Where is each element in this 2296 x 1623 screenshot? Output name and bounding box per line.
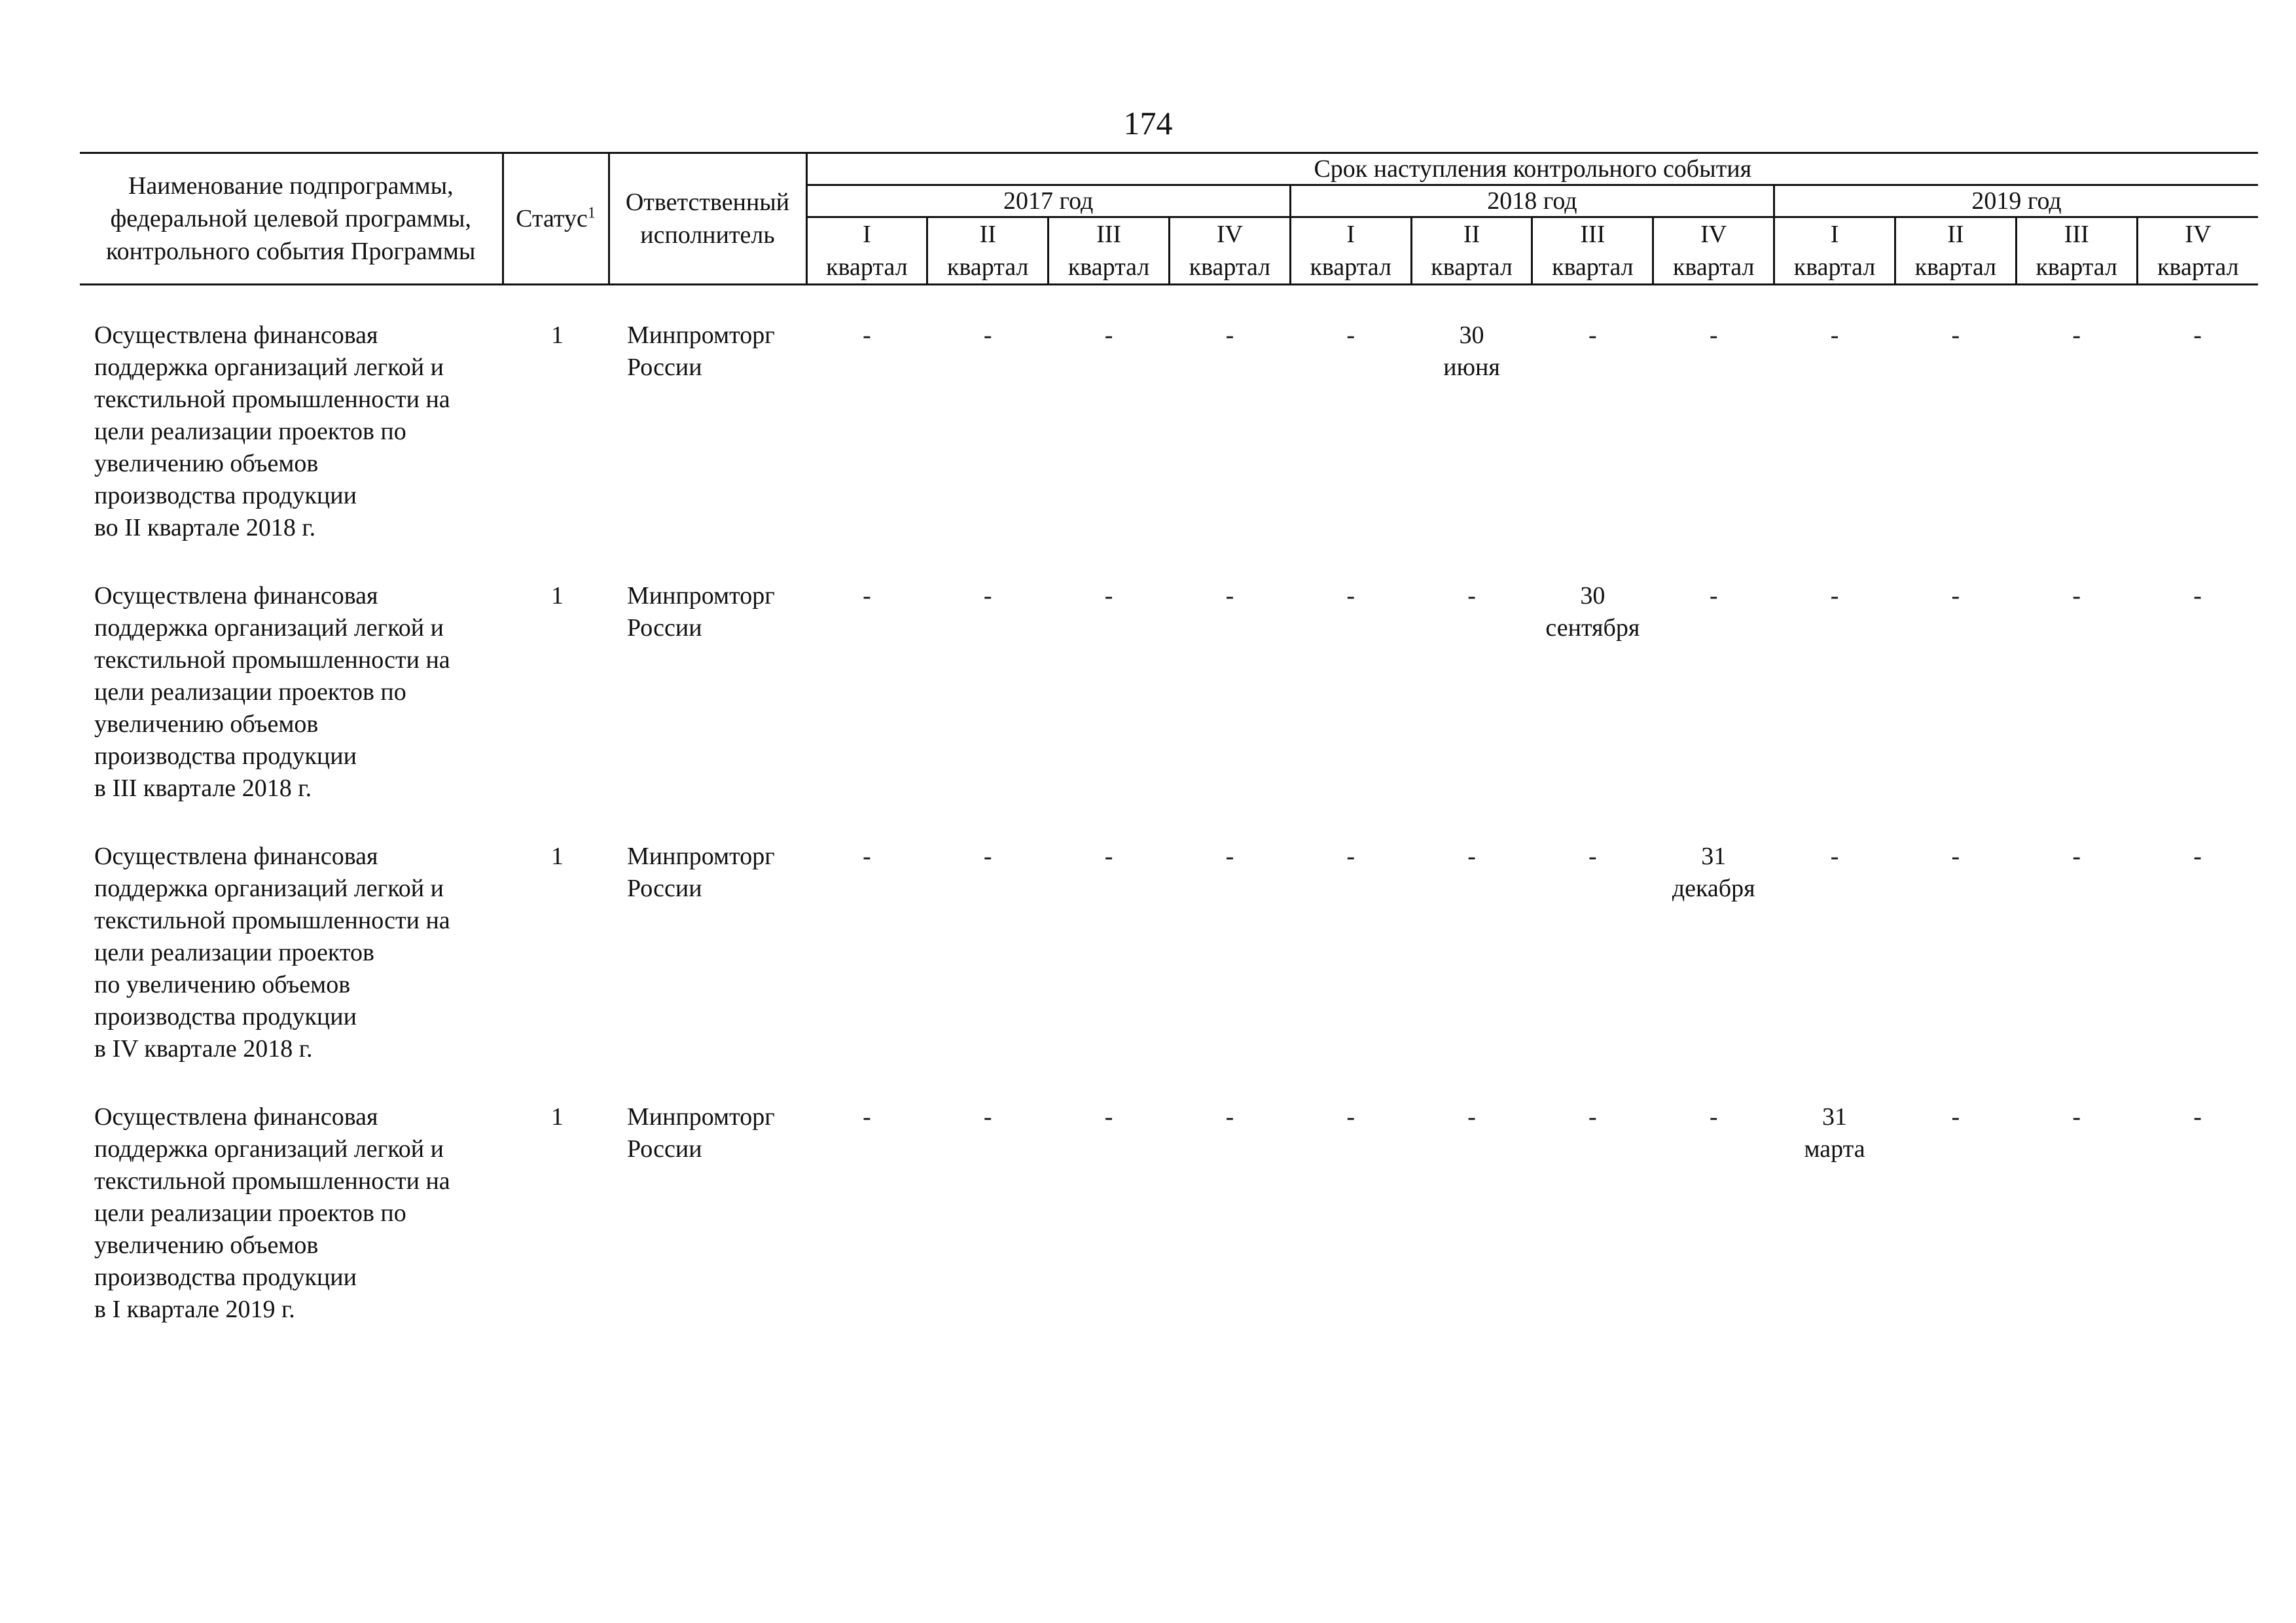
quarter-cell-line: - xyxy=(1346,1103,1355,1131)
event-name-line: цели реализации проектов по xyxy=(94,678,406,706)
quarter-cell-line: - xyxy=(1346,582,1355,610)
header-quarter-number: I xyxy=(1346,221,1355,248)
event-executor-line: Минпромторг xyxy=(627,321,775,349)
quarter-cell xyxy=(806,841,927,1101)
header-quarter-number: I xyxy=(1830,221,1839,248)
quarter-cell-line: 30 xyxy=(1459,321,1484,349)
event-name-line: Осуществлена финансовая xyxy=(94,582,378,610)
header-quarter-word: квартал xyxy=(1552,253,1634,281)
quarter-cell-line: 31 xyxy=(1822,1103,1848,1131)
event-name-line: производства продукции xyxy=(94,1264,357,1291)
quarter-cell xyxy=(1411,319,1532,580)
quarter-cell-line: сентября xyxy=(1545,614,1640,642)
event-name-line: поддержка организаций легкой и xyxy=(94,1135,444,1163)
event-name-line: поддержка организаций легкой и xyxy=(94,875,444,902)
header-executor-line: Ответственный xyxy=(625,189,790,216)
event-name-line: текстильной промышленности на xyxy=(94,1167,450,1195)
quarter-cell xyxy=(1169,1101,1290,1362)
header-quarter xyxy=(1895,217,2016,285)
header-status xyxy=(503,153,609,285)
quarter-cell-line: - xyxy=(2193,321,2202,349)
header-quarter-word: квартал xyxy=(2036,253,2117,281)
quarter-cell xyxy=(806,580,927,841)
quarter-cell-line: - xyxy=(2193,1103,2202,1131)
quarter-cell xyxy=(1653,841,1774,1101)
control-events-table xyxy=(80,152,2258,1362)
quarter-cell xyxy=(1774,580,1895,841)
event-name-line: во II квартале 2018 г. xyxy=(94,514,316,541)
event-executor xyxy=(609,841,806,1101)
quarter-cell xyxy=(927,319,1049,580)
table-header xyxy=(80,153,2258,285)
quarter-cell-line: - xyxy=(1467,1103,1476,1131)
quarter-cell xyxy=(2137,580,2258,841)
header-quarter-word: квартал xyxy=(1672,253,1755,281)
quarter-cell xyxy=(1049,319,1170,580)
quarter-cell-line: - xyxy=(1104,321,1113,349)
quarter-cell xyxy=(1169,580,1290,841)
header-quarter xyxy=(1774,217,1895,285)
event-name-line: в I квартале 2019 г. xyxy=(94,1296,295,1323)
quarter-cell-line: - xyxy=(1951,1103,1960,1131)
quarter-cell-line: - xyxy=(1346,843,1355,870)
quarter-cell-line: - xyxy=(1225,1103,1234,1131)
quarter-cell-line: - xyxy=(983,582,992,610)
event-name-line: поддержка организаций легкой и xyxy=(94,614,444,642)
event-name xyxy=(80,319,503,580)
event-status: 1 xyxy=(551,843,564,870)
header-quarter-number: II xyxy=(1463,221,1480,248)
event-name-line: текстильной промышленности на xyxy=(94,646,450,674)
table-body xyxy=(80,285,2258,1362)
quarter-cell xyxy=(1169,319,1290,580)
event-name xyxy=(80,1101,503,1362)
event-name-line: увеличению объемов xyxy=(94,450,319,477)
event-executor xyxy=(609,319,806,580)
quarter-cell xyxy=(1532,580,1653,841)
header-quarter-number: III xyxy=(2064,221,2089,248)
quarter-cell xyxy=(2137,319,2258,580)
event-executor-line: Минпромторг xyxy=(627,1103,775,1131)
quarter-cell xyxy=(1290,580,1411,841)
quarter-cell xyxy=(1774,319,1895,580)
quarter-cell-line: - xyxy=(1588,321,1597,349)
event-status: 1 xyxy=(551,321,564,349)
quarter-cell-line: - xyxy=(1709,1103,1718,1131)
event-executor-line: России xyxy=(627,1135,702,1163)
event-name-line: текстильной промышленности на xyxy=(94,386,450,413)
quarter-cell-line: - xyxy=(863,843,871,870)
quarter-cell xyxy=(1049,1101,1170,1362)
quarter-cell-line: - xyxy=(1467,582,1476,610)
quarter-cell xyxy=(1895,580,2016,841)
quarter-cell xyxy=(927,841,1049,1101)
header-quarter xyxy=(1049,217,1170,285)
quarter-cell-line: - xyxy=(1951,843,1960,870)
header-quarter-word: квартал xyxy=(1189,253,1271,281)
header-quarter-word: квартал xyxy=(826,253,908,281)
quarter-cell-line: - xyxy=(983,843,992,870)
quarter-cell xyxy=(1290,1101,1411,1362)
event-executor-line: России xyxy=(627,875,702,902)
quarter-cell-line: - xyxy=(1225,321,1234,349)
header-quarter-word: квартал xyxy=(1431,253,1513,281)
header-quarter-word: квартал xyxy=(1793,253,1876,281)
quarter-cell xyxy=(1290,319,1411,580)
event-name-line: в III квартале 2018 г. xyxy=(94,775,312,802)
quarter-cell xyxy=(1653,1101,1774,1362)
quarter-cell xyxy=(2137,1101,2258,1362)
quarter-cell xyxy=(1290,841,1411,1101)
event-executor-line: России xyxy=(627,354,702,381)
header-quarter xyxy=(1411,217,1532,285)
table-row xyxy=(80,580,2258,841)
quarter-cell-line: 31 xyxy=(1701,843,1727,870)
header-quarter xyxy=(1653,217,1774,285)
quarter-cell-line: - xyxy=(2193,582,2202,610)
event-name-line: цели реализации проектов по xyxy=(94,1199,406,1227)
header-year: 2017 год xyxy=(806,185,1290,217)
quarter-cell-line: - xyxy=(1104,582,1113,610)
event-status: 1 xyxy=(551,1103,564,1131)
header-quarter xyxy=(1169,217,1290,285)
header-quarter-word: квартал xyxy=(1067,253,1150,281)
quarter-cell xyxy=(1169,841,1290,1101)
quarter-cell xyxy=(1532,319,1653,580)
header-quarter xyxy=(2137,217,2258,285)
header-period: Срок наступления контрольного события xyxy=(806,153,2258,185)
header-quarter xyxy=(1532,217,1653,285)
header-quarter xyxy=(927,217,1049,285)
quarter-cell-line: - xyxy=(983,1103,992,1131)
header-quarter-number: II xyxy=(979,221,996,248)
quarter-cell-line: - xyxy=(1104,1103,1113,1131)
event-name-line: Осуществлена финансовая xyxy=(94,843,378,870)
table-row xyxy=(80,319,2258,580)
event-name-line: производства продукции xyxy=(94,482,357,509)
quarter-cell-line: - xyxy=(1951,582,1960,610)
header-name xyxy=(80,153,503,285)
quarter-cell-line: - xyxy=(1225,582,1234,610)
header-name-line: контрольного события Программы xyxy=(106,238,476,265)
quarter-cell-line: - xyxy=(1104,843,1113,870)
quarter-cell xyxy=(2016,841,2137,1101)
header-quarter-number: I xyxy=(863,221,871,248)
quarter-cell xyxy=(927,580,1049,841)
quarter-cell xyxy=(2137,841,2258,1101)
quarter-cell xyxy=(1532,841,1653,1101)
quarter-cell-line: - xyxy=(863,1103,871,1131)
quarter-cell xyxy=(806,1101,927,1362)
quarter-cell-line: декабря xyxy=(1672,875,1755,902)
status-footnote-mark: 1 xyxy=(587,204,596,222)
header-quarter xyxy=(806,217,927,285)
quarter-cell-line: - xyxy=(1346,321,1355,349)
header-quarter-word: квартал xyxy=(946,253,1029,281)
quarter-cell xyxy=(1774,1101,1895,1362)
event-name-line: производства продукции xyxy=(94,1003,357,1030)
event-name-line: поддержка организаций легкой и xyxy=(94,354,444,381)
event-name-line: Осуществлена финансовая xyxy=(94,1103,378,1131)
quarter-cell-line: - xyxy=(2072,582,2081,610)
quarter-cell xyxy=(2016,319,2137,580)
quarter-cell xyxy=(2016,1101,2137,1362)
header-status-label: Статус xyxy=(516,205,588,232)
quarter-cell-line: - xyxy=(863,582,871,610)
event-name-line: текстильной промышленности на xyxy=(94,907,450,934)
quarter-cell xyxy=(1532,1101,1653,1362)
quarter-cell xyxy=(1049,580,1170,841)
quarter-cell xyxy=(1774,841,1895,1101)
quarter-cell-line: июня xyxy=(1443,354,1500,381)
header-year: 2018 год xyxy=(1290,185,1774,217)
quarter-cell-line: - xyxy=(2072,321,2081,349)
quarter-cell xyxy=(1895,319,2016,580)
header-quarter xyxy=(2016,217,2137,285)
quarter-cell-line: - xyxy=(1467,843,1476,870)
event-name-line: цели реализации проектов по xyxy=(94,418,406,445)
quarter-cell-line: - xyxy=(2072,1103,2081,1131)
quarter-cell-line: - xyxy=(1225,843,1234,870)
header-quarter-word: квартал xyxy=(1310,253,1391,281)
quarter-cell-line: - xyxy=(2193,843,2202,870)
quarter-cell xyxy=(1653,319,1774,580)
quarter-cell-line: - xyxy=(2072,843,2081,870)
header-quarter-number: II xyxy=(1947,221,1964,248)
table-row xyxy=(80,1101,2258,1362)
event-status: 1 xyxy=(551,582,564,610)
quarter-cell xyxy=(1411,1101,1532,1362)
quarter-cell-line: - xyxy=(983,321,992,349)
quarter-cell xyxy=(927,1101,1049,1362)
quarter-cell-line: - xyxy=(863,321,871,349)
quarter-cell-line: - xyxy=(1830,321,1839,349)
quarter-cell-line: марта xyxy=(1804,1135,1865,1163)
table-row xyxy=(80,841,2258,1101)
header-executor-line: исполнитель xyxy=(640,221,775,249)
event-name-line: цели реализации проектов xyxy=(94,939,374,966)
header-quarter xyxy=(1290,217,1411,285)
quarter-cell-line: - xyxy=(1709,321,1718,349)
quarter-cell xyxy=(1411,580,1532,841)
header-year: 2019 год xyxy=(1774,185,2258,217)
quarter-cell xyxy=(2016,580,2137,841)
header-name-line: федеральной целевой программы, xyxy=(110,205,471,232)
quarter-cell-line: 30 xyxy=(1580,582,1605,610)
event-executor-line: Минпромторг xyxy=(627,843,775,870)
header-quarter-number: IV xyxy=(1700,221,1727,248)
event-executor xyxy=(609,1101,806,1362)
quarter-cell-line: - xyxy=(1951,321,1960,349)
event-name xyxy=(80,841,503,1101)
quarter-cell xyxy=(806,319,927,580)
header-name-line: Наименование подпрограммы, xyxy=(128,172,454,200)
event-name-line: Осуществлена финансовая xyxy=(94,321,378,349)
event-name xyxy=(80,580,503,841)
quarter-cell-line: - xyxy=(1830,582,1839,610)
quarter-cell xyxy=(1049,841,1170,1101)
header-quarter-number: IV xyxy=(1216,221,1243,248)
quarter-cell-line: - xyxy=(1830,843,1839,870)
event-name-line: производства продукции xyxy=(94,742,357,770)
event-executor xyxy=(609,580,806,841)
header-quarter-number: III xyxy=(1096,221,1122,248)
quarter-cell-line: - xyxy=(1588,843,1597,870)
event-name-line: увеличению объемов xyxy=(94,1231,319,1259)
header-quarter-number: IV xyxy=(2185,221,2212,248)
event-name-line: увеличению объемов xyxy=(94,710,319,738)
quarter-cell xyxy=(1411,841,1532,1101)
quarter-cell xyxy=(1895,841,2016,1101)
event-executor-line: России xyxy=(627,614,702,642)
quarter-cell-line: - xyxy=(1588,1103,1597,1131)
quarter-cell xyxy=(1895,1101,2016,1362)
header-quarter-number: III xyxy=(1580,221,1605,248)
event-name-line: по увеличению объемов xyxy=(94,971,351,998)
event-executor-line: Минпромторг xyxy=(627,582,775,610)
quarter-cell-line: - xyxy=(1709,582,1718,610)
page-number: 174 xyxy=(1123,105,1173,141)
header-quarter-word: квартал xyxy=(1914,253,1997,281)
header-executor xyxy=(609,153,806,285)
header-quarter-word: квартал xyxy=(2157,253,2239,281)
quarter-cell xyxy=(1653,580,1774,841)
event-name-line: в IV квартале 2018 г. xyxy=(94,1035,313,1063)
